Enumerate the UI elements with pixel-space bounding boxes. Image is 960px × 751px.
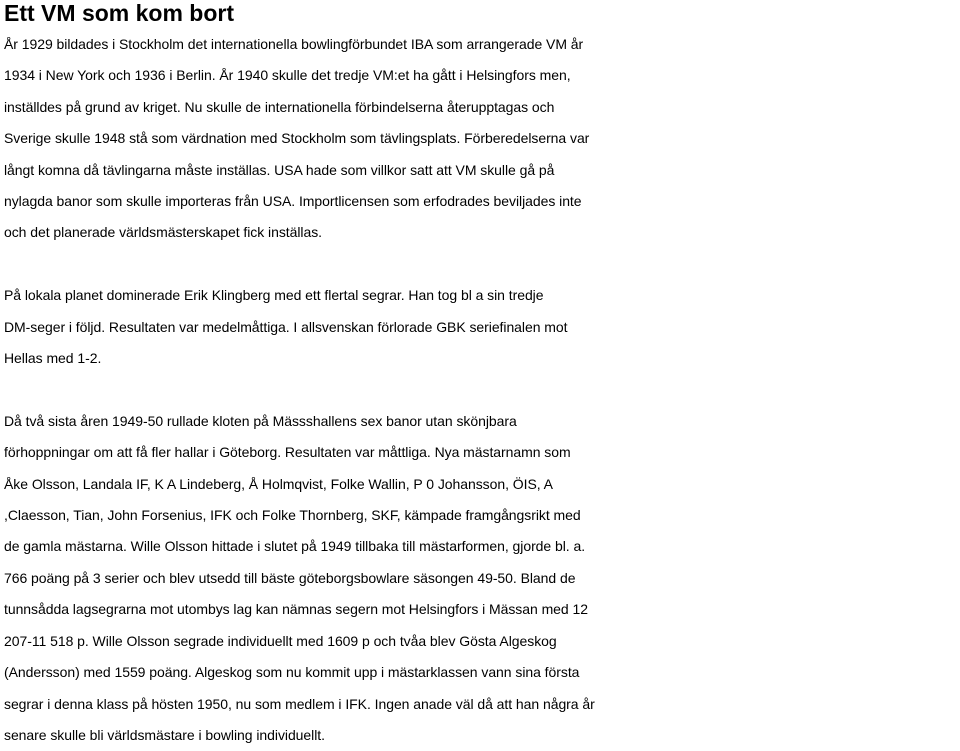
- paragraph-line: Då två sista åren 1949-50 rullade kloten på Mässshallens sex banor utan skönjbara: [4, 412, 517, 429]
- paragraph-line: nylagda banor som skulle importeras från USA. Importlicensen som erfodrades beviljades inte: [4, 193, 582, 210]
- paragraph-line: senare skulle bli världsmästare i bowling individuellt.: [4, 726, 325, 743]
- paragraph-line: och det planerade världsmästerskapet fick inställas.: [4, 224, 323, 241]
- paragraph-line: År 1929 bildades i Stockholm det internationella bowlingförbundet IBA som arrangerade VM år: [4, 36, 584, 52]
- paragraph-line: (Andersson) med 1559 poäng. Algeskog som nu kommit upp i mästarklassen vann sina första: [4, 664, 580, 681]
- document-page: [4, 0, 960, 751]
- paragraph-line: Åke Olsson, Landala IF, K A Lindeberg, Å Holmqvist, Folke Wallin, P 0 Johansson, ÖIS, A: [4, 475, 553, 492]
- paragraph-line: ,Claesson, Tian, John Forsenius, IFK och Folke Thornberg, SKF, kämpade framgångsrikt med: [4, 507, 581, 524]
- paragraph-line: DM-seger i följd. Resultaten var medelmåttiga. I allsvenskan förlorade GBK seriefinalen mot: [4, 318, 568, 335]
- paragraph-3: [4, 406, 960, 751]
- paragraph-line: 1934 i New York och 1936 i Berlin. År 1940 skulle det tredje VM:et ha gått i Helsingfors men,: [4, 67, 571, 84]
- paragraph-2: [4, 280, 960, 374]
- paragraph-line: segrar i denna klass på hösten 1950, nu som medlem i IFK. Ingen anade väl då att han några år: [4, 695, 595, 712]
- paragraph-line: 207-11 518 p. Wille Olsson segrade individuellt med 1609 p och tvåa blev Gösta Algeskog: [4, 632, 557, 649]
- article-title: Ett VM som kom bort: [4, 0, 235, 26]
- paragraph-line: Sverige skulle 1948 stå som värdnation med Stockholm som tävlingsplats. Förberedelserna var: [4, 130, 590, 147]
- paragraph-1: [4, 29, 960, 249]
- paragraph-line: Hellas med 1-2.: [4, 350, 102, 367]
- paragraph-line: långt komna då tävlingarna måste inställas. USA hade som villkor satt att VM skulle gå på: [4, 161, 555, 178]
- paragraph-line: 766 poäng på 3 serier och blev utsedd till bäste göteborgsbowlare säsongen 49-50. Bland de: [4, 569, 576, 586]
- paragraph-line: förhoppningar om att få fler hallar i Göteborg. Resultaten var måttliga. Nya mästarnamn som: [4, 444, 571, 461]
- paragraph-spacer: [4, 249, 960, 280]
- paragraph-line: På lokala planet dominerade Erik Klingberg med ett flertal segrar. Han tog bl a sin tredje: [4, 287, 544, 304]
- paragraph-line: tunnsådda lagsegrarna mot utombys lag kan nämnas segern mot Helsingfors i Mässan med 12: [4, 601, 588, 618]
- paragraph-line: de gamla mästarna. Wille Olsson hittade i slutet på 1949 tillbaka till mästarformen, gjorde bl. a.: [4, 538, 586, 555]
- paragraph-line: inställdes på grund av kriget. Nu skulle de internationella förbindelserna återupptagas och: [4, 98, 555, 115]
- paragraph-spacer: [4, 374, 960, 405]
